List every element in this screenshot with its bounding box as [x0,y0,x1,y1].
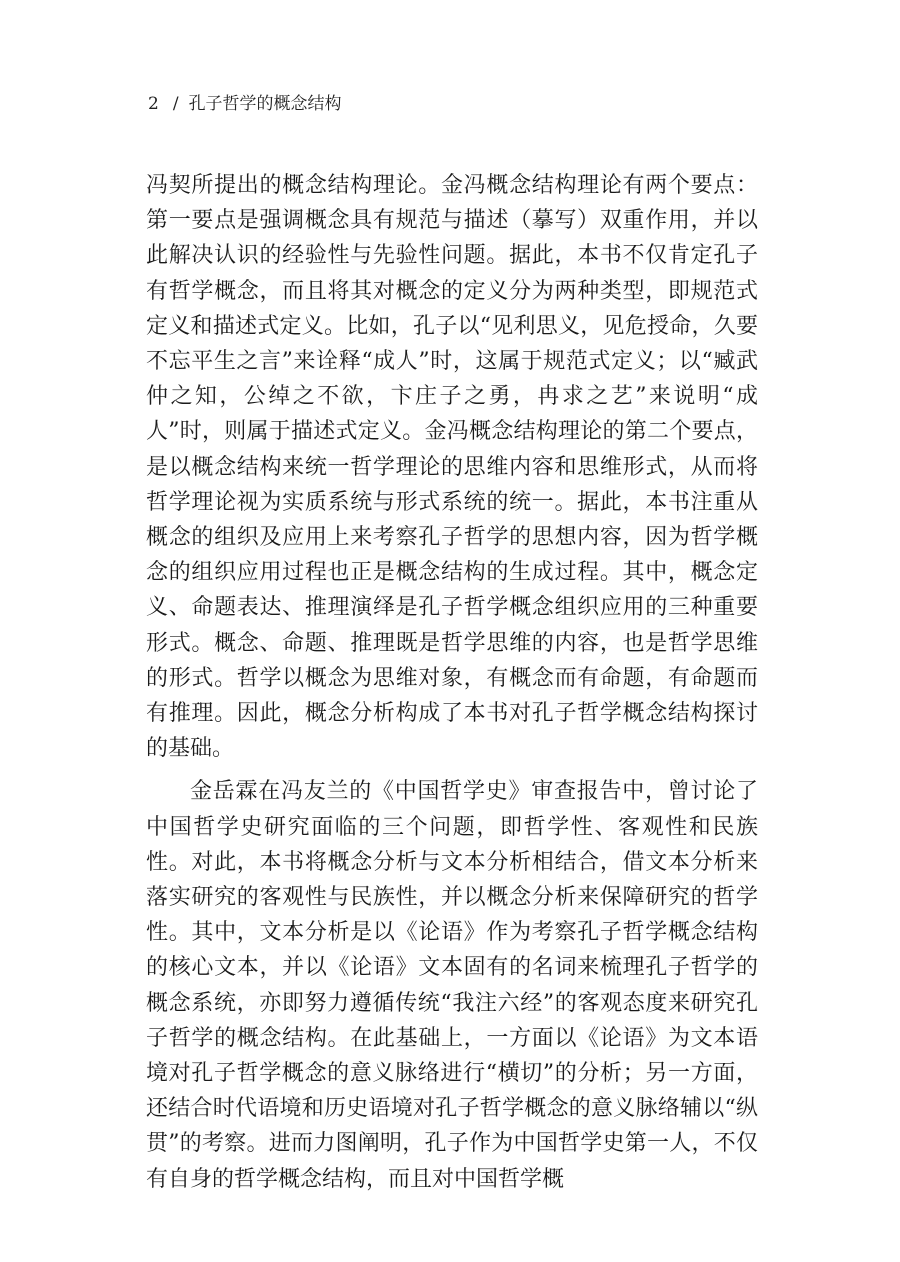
page-number: 2 [148,94,159,114]
paragraph: 金岳霖在冯友兰的《中国哲学史》审查报告中，曾讨论了中国哲学史研究面临的三个问题，即哲学性、客观性和民族性。对此，本书将概念分析与文本分析相结合，借文本分析来落实研究的客观性与民族性，并以概念分析来保障研究的哲学性。其中，文本分析是以《论语》作为考察孔子哲学概念结构的核心文本，并以《论语》文本固有的名词来梳理孔子哲学的概念系统，亦即努力遵循传统“我注六经”的客观态度来研究孔子哲学的概念结构。在此基础上，一方面以《论语》为文本语境对孔子哲学概念的意义脉络进行“横切”的分析；另一方面，还结合时代语境和历史语境对孔子哲学概念的意义脉络辅以“纵贯”的考察。进而力图阐明，孔子作为中国哲学史第一人，不仅有自身的哲学概念结构，而且对中国哲学概 [146,779,758,1192]
header-separator: / [172,94,179,114]
body-text [146,168,758,1197]
running-head [148,92,342,116]
book-title: 孔子哲学的概念结构 [188,94,342,114]
paragraph-continued: 冯契所提出的概念结构理论。金冯概念结构理论有两个要点：第一要点是强调概念具有规范与描述（摹写）双重作用，并以此解决认识的经验性与先验性问题。据此，本书不仅肯定孔子有哲学概念，而且将其对概念的定义分为两种类型，即规范式定义和描述式定义。比如，孔子以“见利思义，见危授命，久要不忘平生之言”来诠释“成人”时，这属于规范式定义；以“臧武仲之知，公绰之不欲，卞庄子之勇，冉求之艺”来说明“成人”时，则属于描述式定义。金冯概念结构理论的第二个要点，是以概念结构来统一哲学理论的思维内容和思维形式，从而将哲学理论视为实质系统与形式系统的统一。据此，本书注重从概念的组织及应用上来考察孔子哲学的思想内容，因为哲学概念的组织应用过程也正是概念结构的生成过程。其中，概念定义、命题表达、推理演绎是孔子哲学概念组织应用的三种重要形式。概念、命题、推理既是哲学思维的内容，也是哲学思维的形式。哲学以概念为思维对象，有概念而有命题，有命题而有推理。因此，概念分析构成了本书对孔子哲学概念结构探讨的基础。 [146,173,758,762]
